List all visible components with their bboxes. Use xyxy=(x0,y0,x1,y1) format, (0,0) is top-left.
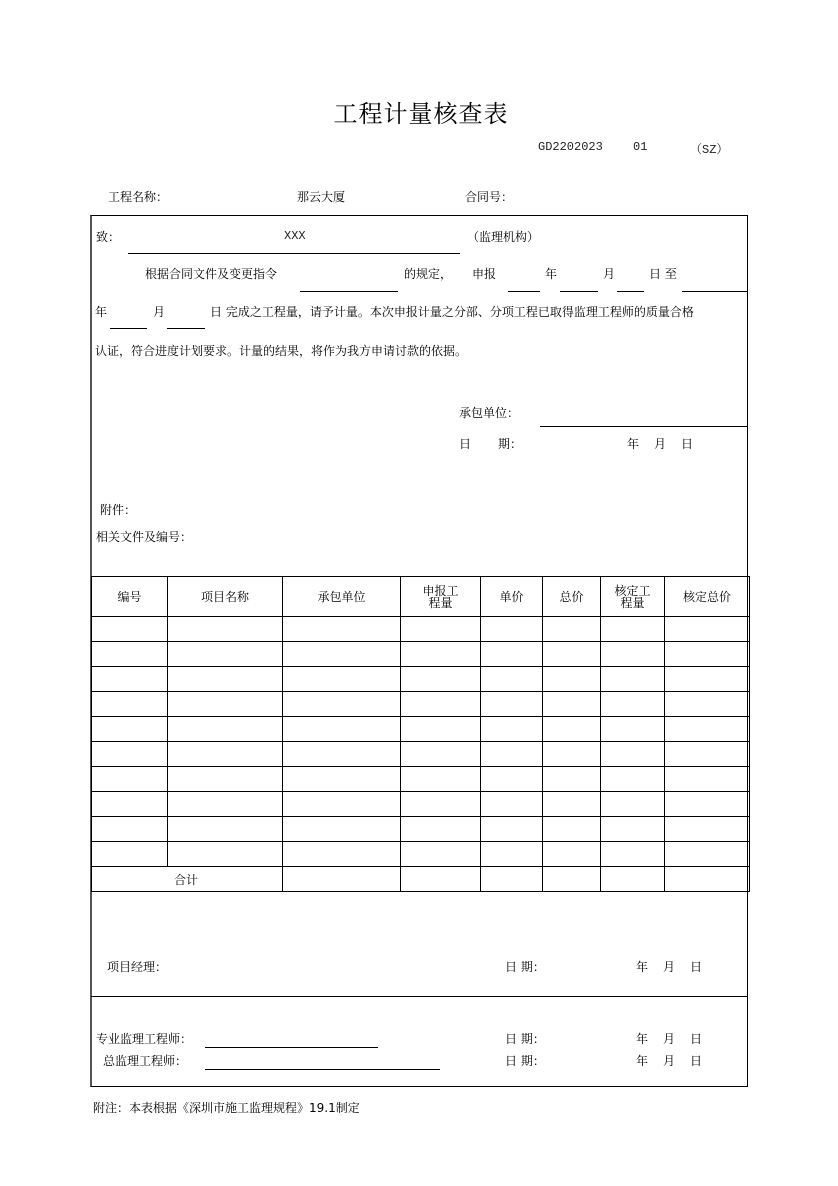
related-docs-label: 相关文件及编号： xyxy=(96,530,193,544)
table-row xyxy=(92,617,750,642)
table-row xyxy=(92,817,750,842)
contractor-label: 承包单位： xyxy=(459,406,520,420)
table-cell[interactable] xyxy=(481,667,543,692)
table-cell[interactable] xyxy=(543,692,601,717)
col-header-contractor: 承包单位 xyxy=(283,577,401,617)
table-cell[interactable] xyxy=(665,642,750,667)
table-cell[interactable] xyxy=(665,767,750,792)
specialist-signature-line[interactable] xyxy=(205,1047,378,1048)
table-cell[interactable] xyxy=(283,692,401,717)
table-cell[interactable] xyxy=(401,767,481,792)
table-cell[interactable] xyxy=(481,742,543,767)
table-cell[interactable] xyxy=(168,742,283,767)
table-cell[interactable] xyxy=(601,792,665,817)
line1-text-b: 的规定， xyxy=(404,267,453,281)
table-cell[interactable] xyxy=(168,842,283,867)
chief-date-label: 日 期： xyxy=(505,1054,545,1068)
table-cell[interactable] xyxy=(543,817,601,842)
pm-date-day: 日 xyxy=(690,960,703,974)
col-header-approved-qty xyxy=(601,577,665,617)
to-suffix: （监理机构） xyxy=(467,230,540,244)
table-cell[interactable] xyxy=(168,617,283,642)
table-cell[interactable] xyxy=(92,767,168,792)
contractor-signature-line[interactable] xyxy=(540,426,748,427)
pm-date-month: 月 xyxy=(663,960,676,974)
form-suffix: （SZ） xyxy=(690,143,729,157)
table-cell[interactable] xyxy=(481,792,543,817)
table-cell[interactable] xyxy=(665,667,750,692)
table-cell[interactable] xyxy=(481,842,543,867)
col-header-item-name: 项目名称 xyxy=(168,577,283,617)
table-cell[interactable] xyxy=(601,617,665,642)
table-cell[interactable] xyxy=(401,692,481,717)
table-cell[interactable] xyxy=(168,692,283,717)
table-cell[interactable] xyxy=(92,692,168,717)
table-cell[interactable] xyxy=(601,767,665,792)
total-cell[interactable] xyxy=(283,867,401,892)
table-cell[interactable] xyxy=(543,842,601,867)
project-name-label: 工程名称： xyxy=(108,190,169,204)
table-cell[interactable] xyxy=(543,767,601,792)
table-row xyxy=(92,692,750,717)
table-cell[interactable] xyxy=(481,717,543,742)
project-name-value[interactable]: 那云大厦 xyxy=(297,190,346,204)
table-cell[interactable] xyxy=(168,792,283,817)
table-cell[interactable] xyxy=(401,792,481,817)
chief-date-year: 年 xyxy=(636,1054,649,1068)
end-year-blank[interactable] xyxy=(682,291,748,292)
table-cell[interactable] xyxy=(481,817,543,842)
table-cell[interactable] xyxy=(481,617,543,642)
table-cell[interactable] xyxy=(92,842,168,867)
line1-text-a: 根据合同文件及变更指令 xyxy=(145,267,278,281)
table-cell[interactable] xyxy=(665,817,750,842)
table-cell[interactable] xyxy=(401,817,481,842)
total-cell[interactable] xyxy=(543,867,601,892)
table-cell[interactable] xyxy=(92,742,168,767)
end-year-label: 年 xyxy=(95,305,108,319)
specialist-date-label: 日 期： xyxy=(505,1032,545,1046)
table-body xyxy=(92,617,750,867)
table-cell[interactable] xyxy=(601,642,665,667)
pm-label: 项目经理： xyxy=(107,960,168,974)
start-month-blank[interactable] xyxy=(560,291,598,292)
table-row xyxy=(92,767,750,792)
date-day: 日 xyxy=(681,437,694,451)
table-cell[interactable] xyxy=(601,667,665,692)
table-cell[interactable] xyxy=(283,842,401,867)
chief-date-month: 月 xyxy=(663,1054,676,1068)
table-cell[interactable] xyxy=(168,817,283,842)
table-cell[interactable] xyxy=(665,617,750,642)
end-day-blank[interactable] xyxy=(167,328,205,329)
form-code: GD2202023 xyxy=(538,140,603,154)
chief-date-day: 日 xyxy=(690,1054,703,1068)
table-row xyxy=(92,842,750,867)
table-cell[interactable] xyxy=(283,742,401,767)
col-header-reported-qty-line2: 程量 xyxy=(428,595,453,610)
table-cell[interactable] xyxy=(283,817,401,842)
table-cell[interactable] xyxy=(601,817,665,842)
table-cell[interactable] xyxy=(481,767,543,792)
table-cell[interactable] xyxy=(665,742,750,767)
line2-text: 日 完成之工程量，请予计量。本次申报计量之分部、分项工程已取得监理工程师的质量合格 xyxy=(210,305,694,319)
start-month-label: 月 xyxy=(603,267,616,281)
to-underline xyxy=(128,253,460,254)
table-cell[interactable] xyxy=(401,742,481,767)
date-label-b: 期： xyxy=(498,437,523,451)
pm-date-year: 年 xyxy=(636,960,649,974)
table-cell[interactable] xyxy=(168,642,283,667)
chief-label: 总监理工程师： xyxy=(103,1054,188,1068)
table-cell[interactable] xyxy=(168,767,283,792)
start-year-label: 年 xyxy=(545,267,558,281)
table-cell[interactable] xyxy=(92,792,168,817)
table-row xyxy=(92,642,750,667)
specialist-date-month: 月 xyxy=(663,1032,676,1046)
table-cell[interactable] xyxy=(543,742,601,767)
table-cell[interactable] xyxy=(92,617,168,642)
table-cell[interactable] xyxy=(168,667,283,692)
date-month: 月 xyxy=(654,437,667,451)
table-cell[interactable] xyxy=(401,667,481,692)
col-header-reported-qty-line1: 申报工 xyxy=(422,583,459,598)
table-cell[interactable] xyxy=(601,742,665,767)
col-header-unit-price: 单价 xyxy=(481,577,543,617)
table-cell[interactable] xyxy=(481,642,543,667)
total-cell[interactable] xyxy=(481,867,543,892)
chief-signature-line[interactable] xyxy=(205,1069,440,1070)
table-header-row xyxy=(92,577,750,617)
table-cell[interactable] xyxy=(92,642,168,667)
col-header-number: 编号 xyxy=(92,577,168,617)
table-cell[interactable] xyxy=(401,617,481,642)
col-header-approved-total: 核定总价 xyxy=(665,577,750,617)
attachment-label: 附件： xyxy=(100,503,137,517)
table-cell[interactable] xyxy=(601,692,665,717)
col-header-reported-qty xyxy=(401,577,481,617)
start-year-blank[interactable] xyxy=(508,291,540,292)
table-cell[interactable] xyxy=(543,717,601,742)
line3-text: 认证，符合进度计划要求。计量的结果，将作为我方申请讨款的依据。 xyxy=(95,344,468,358)
pm-date-label: 日 期： xyxy=(505,960,545,974)
contract-no-label: 合同号： xyxy=(465,190,514,204)
specialist-date-day: 日 xyxy=(690,1032,703,1046)
table-cell[interactable] xyxy=(401,642,481,667)
col-header-approved-qty-line2: 程量 xyxy=(620,595,645,610)
table-cell[interactable] xyxy=(665,692,750,717)
table-cell[interactable] xyxy=(92,667,168,692)
form-number: 01 xyxy=(633,140,648,154)
table-cell[interactable] xyxy=(665,842,750,867)
table-cell[interactable] xyxy=(481,692,543,717)
table-cell[interactable] xyxy=(92,817,168,842)
table-cell[interactable] xyxy=(283,642,401,667)
date-label-a: 日 xyxy=(459,437,472,451)
end-month-blank[interactable] xyxy=(110,328,147,329)
date-year: 年 xyxy=(627,437,640,451)
table-cell[interactable] xyxy=(601,842,665,867)
table-cell[interactable] xyxy=(543,642,601,667)
table-cell[interactable] xyxy=(401,717,481,742)
col-header-total-price: 总价 xyxy=(543,577,601,617)
measurement-table xyxy=(91,576,750,892)
to-value[interactable]: XXX xyxy=(284,229,306,243)
total-row xyxy=(92,867,750,892)
page-title: 工程计量核查表 xyxy=(333,100,509,128)
line1-text-c: 申报 xyxy=(472,267,497,281)
footnote: 附注：本表根据《深圳市施工监理规程》19.1制定 xyxy=(93,1101,360,1115)
table-cell[interactable] xyxy=(543,792,601,817)
total-label: 合计 xyxy=(92,867,283,892)
col-header-approved-qty-line1: 核定工 xyxy=(614,583,651,598)
table-cell[interactable] xyxy=(665,792,750,817)
total-cell[interactable] xyxy=(401,867,481,892)
table-cell[interactable] xyxy=(401,842,481,867)
start-day-blank[interactable] xyxy=(617,291,644,292)
table-row xyxy=(92,792,750,817)
table-cell[interactable] xyxy=(92,717,168,742)
start-day-to-label: 日 至 xyxy=(649,267,677,281)
total-cell[interactable] xyxy=(601,867,665,892)
table-row xyxy=(92,717,750,742)
table-cell[interactable] xyxy=(283,667,401,692)
table-cell[interactable] xyxy=(543,667,601,692)
table-cell[interactable] xyxy=(665,717,750,742)
table-cell[interactable] xyxy=(283,767,401,792)
table-row xyxy=(92,742,750,767)
signoff-divider xyxy=(91,996,748,997)
change-order-blank[interactable] xyxy=(300,291,398,292)
specialist-label: 专业监理工程师： xyxy=(96,1032,193,1046)
to-label: 致： xyxy=(96,230,121,244)
table-cell[interactable] xyxy=(601,717,665,742)
table-cell[interactable] xyxy=(283,617,401,642)
end-month-label: 月 xyxy=(153,305,166,319)
table-cell[interactable] xyxy=(168,717,283,742)
total-cell[interactable] xyxy=(665,867,750,892)
table-row xyxy=(92,667,750,692)
specialist-date-year: 年 xyxy=(636,1032,649,1046)
table-cell[interactable] xyxy=(283,792,401,817)
table-cell[interactable] xyxy=(543,617,601,642)
table-cell[interactable] xyxy=(283,717,401,742)
